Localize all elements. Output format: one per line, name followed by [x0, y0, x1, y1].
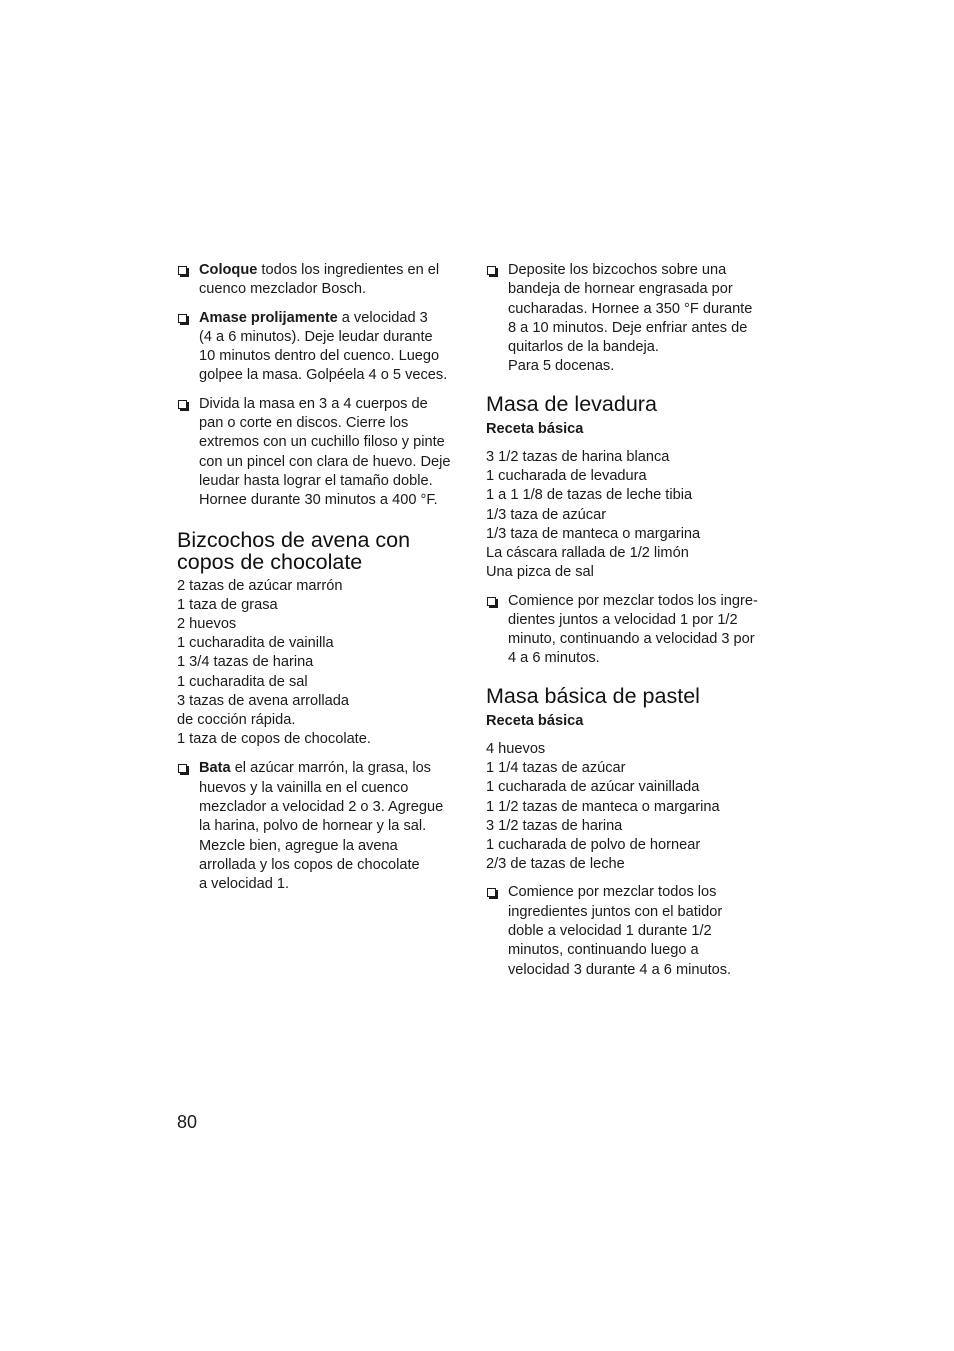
section-title-masa-pastel: Masa básica de pastel — [486, 683, 700, 708]
step-text: con un pincel con clara de huevo. Deje — [199, 453, 451, 470]
ingredient-item: 1 cucharada de polvo de hornear — [486, 837, 701, 853]
ingredient-item: 2 huevos — [177, 615, 237, 632]
section-subtitle-levadura: Receta básica — [486, 420, 584, 437]
ingredient-list-levadura — [486, 448, 781, 582]
checkbox-bullet-icon — [487, 888, 496, 897]
step-text: 10 minutos dentro del cuenco. Luego — [199, 348, 440, 365]
step-line — [508, 903, 781, 922]
step-text: (4 a 6 minutos). Deje leudar durante — [199, 328, 433, 345]
step-line — [508, 922, 781, 941]
step-text: golpee la masa. Golpéela 4 o 5 veces. — [199, 367, 448, 384]
section-title-bizcochos: Bizcochos de avena con copos de chocolate — [177, 527, 411, 574]
ingredient-item: 1 1/4 tazas de azúcar — [486, 760, 626, 777]
step-line — [199, 328, 472, 347]
step-line — [199, 817, 472, 836]
step-line — [199, 347, 472, 366]
step-line — [508, 338, 781, 357]
step-line — [199, 837, 472, 856]
step-text: 4 a 6 minutos. — [508, 650, 600, 667]
step-text: minuto, continuando a velocidad 3 por — [508, 631, 755, 648]
ingredient-item: 1 cucharadita de sal — [177, 673, 308, 690]
section-title-masa-levadura: Masa de levadura — [486, 391, 657, 416]
step-text: cucharadas. Hornee a 350 °F durante — [508, 300, 753, 317]
step-lead: Coloque — [199, 262, 258, 278]
step-text: minutos, continuando luego a — [508, 942, 699, 959]
ingredient-item: 1 taza de grasa — [177, 596, 278, 613]
step-text: 8 a 10 minutos. Deje enfriar antes de — [508, 319, 748, 336]
step-line — [508, 280, 781, 299]
ingredient-item: 1 taza de copos de chocolate. — [177, 731, 371, 748]
step-text: Deposite los bizcochos sobre una — [508, 262, 727, 278]
step-line — [199, 779, 472, 798]
step-text: Mezcle bien, agregue la avena — [199, 837, 398, 854]
left-column — [177, 261, 472, 903]
step-text: leudar hasta lograr el tamaño doble. — [199, 472, 433, 489]
step-line — [199, 414, 472, 433]
step-line — [508, 883, 781, 902]
step-line — [199, 309, 472, 328]
ingredient-item: 3 1/2 tazas de harina blanca — [486, 449, 670, 466]
step-text: a velocidad 1. — [199, 876, 290, 893]
ingredient-item: Una pizca de sal — [486, 564, 594, 581]
ingredient-list-pastel — [486, 740, 781, 874]
section-subtitle-pastel: Receta básica — [486, 712, 584, 729]
ingredient-item: 1 cucharadita de vainilla — [177, 635, 334, 652]
step-line — [508, 319, 781, 338]
step-text: pan o corte en discos. Cierre los — [199, 415, 409, 432]
step-line — [508, 300, 781, 319]
checkbox-bullet-icon — [178, 400, 187, 409]
ingredient-item: 1 3/4 tazas de harina — [177, 654, 314, 671]
ingredient-item: La cáscara rallada de 1/2 limón — [486, 545, 689, 562]
step-lead: Bata — [199, 760, 231, 777]
step-line — [508, 592, 781, 611]
step-text: Comience por mezclar todos los — [508, 884, 717, 901]
instruction-step — [177, 759, 472, 894]
step-line — [199, 759, 472, 778]
ingredient-item: 1/3 taza de azúcar — [486, 506, 607, 523]
step-line — [508, 630, 781, 649]
step-line — [199, 433, 472, 452]
step-text: la harina, polvo de hornear y la sal. — [199, 818, 427, 835]
ingredient-item: 1 cucharada de levadura — [486, 468, 647, 485]
step-line — [199, 280, 472, 299]
ingredient-item: 3 1/2 tazas de harina — [486, 817, 623, 834]
step-line — [508, 961, 781, 980]
instruction-step — [177, 261, 472, 300]
step-line — [508, 261, 781, 280]
instruction-step — [486, 261, 781, 377]
checkbox-bullet-icon — [178, 314, 187, 323]
step-line — [199, 491, 472, 510]
instruction-step — [177, 395, 472, 511]
step-text: velocidad 3 durante 4 a 6 minutos. — [508, 961, 732, 978]
step-line — [199, 856, 472, 875]
step-line — [199, 395, 472, 414]
instruction-step — [486, 592, 781, 669]
checkbox-bullet-icon — [487, 266, 496, 275]
checkbox-bullet-icon — [487, 597, 496, 606]
ingredient-item: de cocción rápida. — [177, 711, 296, 728]
step-text: huevos y la vainilla en el cuenco — [199, 779, 409, 796]
ingredient-item: 4 huevos — [486, 740, 546, 757]
step-line — [199, 875, 472, 894]
step-line — [508, 941, 781, 960]
step-line — [199, 453, 472, 472]
step-line — [508, 357, 781, 376]
checkbox-bullet-icon — [178, 266, 187, 275]
right-column — [486, 261, 781, 989]
step-text: cuenco mezclador Bosch. — [199, 281, 367, 298]
step-text: ingredientes juntos con el batidor — [508, 903, 723, 920]
step-text: todos los ingredientes en el — [257, 262, 440, 278]
ingredient-item: 2 tazas de azúcar marrón — [177, 577, 343, 594]
ingredient-list-bizcochos — [177, 577, 472, 750]
ingredient-item: 3 tazas de avena arrollada — [177, 692, 349, 709]
instruction-step — [486, 883, 781, 979]
step-text: arrollada y los copos de chocolate — [199, 856, 420, 873]
step-text: Hornee durante 30 minutos a 400 °F. — [199, 492, 438, 509]
ingredient-item: 1 a 1 1/8 de tazas de leche tibia — [486, 487, 693, 504]
step-text: doble a velocidad 1 durante 1/2 — [508, 923, 712, 939]
step-lead: Amase prolijamente — [199, 309, 338, 326]
step-text: Para 5 docenas. — [508, 358, 615, 375]
step-line — [508, 649, 781, 668]
step-text: mezclador a velocidad 2 o 3. Agregue — [199, 798, 444, 815]
step-text: bandeja de hornear engrasada por — [508, 281, 733, 298]
step-text: dientes juntos a velocidad 1 por 1/2 — [508, 611, 738, 628]
instruction-step — [177, 309, 472, 386]
ingredient-item: 2/3 de tazas de leche — [486, 856, 625, 873]
step-text: quitarlos de la bandeja. — [508, 339, 659, 356]
step-line — [199, 366, 472, 385]
step-text: a velocidad 3 — [337, 309, 428, 326]
ingredient-item: 1/3 taza de manteca o margarina — [486, 525, 701, 542]
ingredient-item: 1 1/2 tazas de manteca o margarina — [486, 798, 720, 815]
step-line — [508, 611, 781, 630]
step-line — [199, 472, 472, 491]
step-text: Comience por mezclar todos los ingre- — [508, 592, 758, 609]
ingredient-item: 1 cucharada de azúcar vainillada — [486, 779, 700, 796]
step-text: extremos con un cuchillo filoso y pinte — [199, 434, 445, 451]
step-line — [199, 798, 472, 817]
step-line — [199, 261, 472, 280]
checkbox-bullet-icon — [178, 764, 187, 773]
step-text: el azúcar marrón, la grasa, los — [230, 760, 431, 777]
page-number: 80 — [177, 1112, 198, 1132]
step-text: Divida la masa en 3 a 4 cuerpos de — [199, 395, 428, 412]
